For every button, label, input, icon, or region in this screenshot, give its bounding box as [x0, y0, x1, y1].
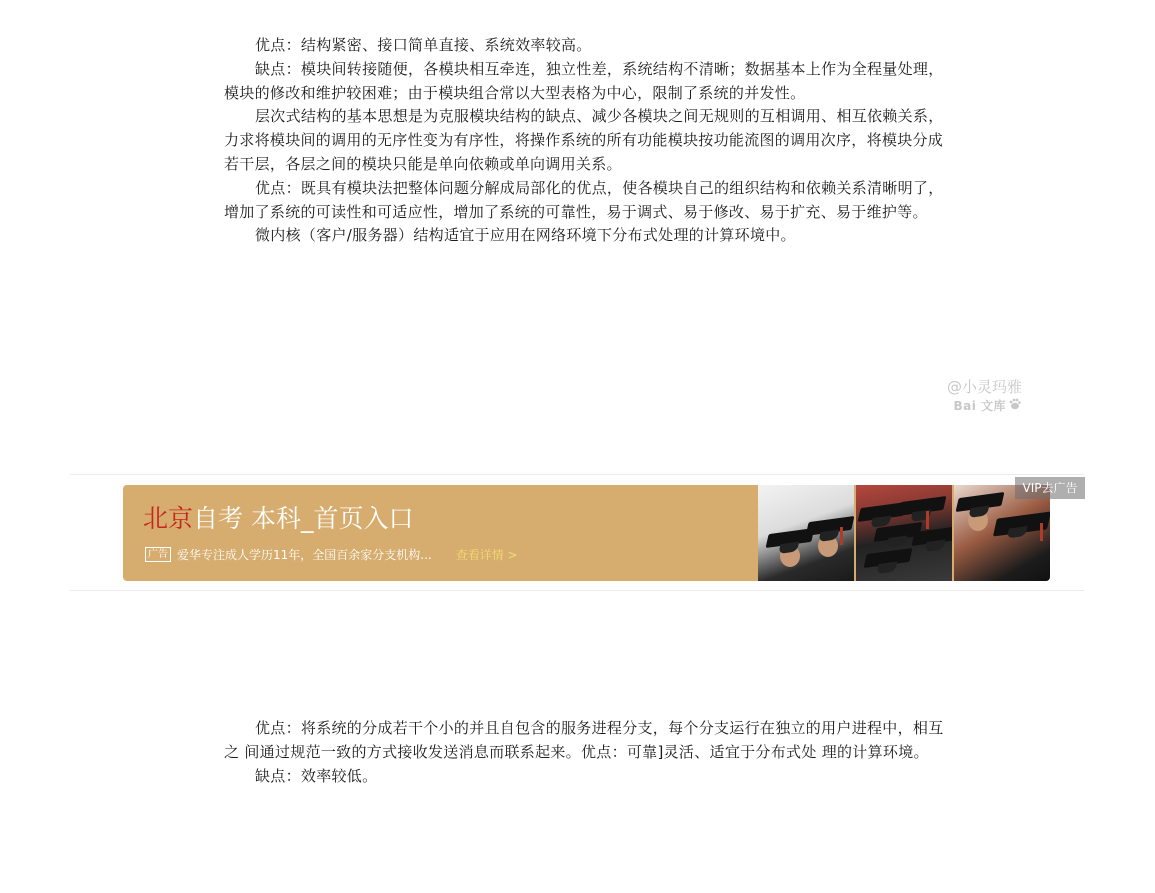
ad-divider-top	[70, 474, 1084, 475]
ad-banner[interactable]	[123, 485, 1050, 581]
graduation-caps-photo-2	[856, 485, 952, 581]
document-page-bottom	[224, 717, 952, 788]
ad-title-city: 北京	[143, 504, 194, 533]
ad-view-details-link[interactable]: 查看详情 >	[455, 547, 518, 562]
ad-title[interactable]	[143, 503, 413, 535]
paragraph: 优点：结构紧密、接口简单直接、系统效率较高。	[255, 36, 592, 54]
document-page-top	[224, 34, 952, 248]
graduation-caps-photo-3	[954, 485, 1050, 581]
watermark-author: @小灵玛雅	[946, 378, 1022, 396]
ad-description-row	[145, 545, 518, 563]
baidu-paw-icon	[1008, 398, 1022, 410]
graduation-caps-photo-1	[758, 485, 854, 581]
paragraph: 微内核（客户/服务器）结构适宜于应用在网络环境下分布式处理的计算环境中。	[255, 226, 796, 245]
ad-description: 爱华专注成人学历11年，全国百余家分支机构...	[177, 547, 432, 562]
paragraph: 优点：既具有模块法把整体问题分解成局部化的优点，使各模块自己的组织结构和依赖关系清晰明了，增加了系统的可读性和可适应性，增加了系统的可靠性，易于调式、易于修改、易于扩充、易于维护等。	[224, 178, 944, 221]
vip-remove-ads-button[interactable]: VIP去广告	[1015, 477, 1085, 499]
watermark-brand	[892, 398, 1022, 414]
ad-photo-strip	[758, 485, 1050, 581]
ad-label-badge: 广告	[145, 547, 171, 562]
paragraph: 缺点：效率较低。	[255, 766, 378, 785]
ad-title-rest: 自考 本科_首页入口	[193, 504, 414, 533]
watermark	[892, 376, 1022, 414]
paragraph: 优点：将系统的分成若干个小的并且自包含的服务进程分支，每个分支运行在独立的用户进程中，相互之 间通过规范一致的方式接收发送消息而联系起来。优点：可靠]灵活、适宜于分布式处 理的计算环境。	[224, 719, 944, 761]
watermark-brand-text: Bai 文库	[953, 399, 1006, 413]
ad-divider-bottom	[70, 590, 1084, 591]
paragraph: 缺点：模块间转接随便，各模块相互牵连，独立性差，系统结构不清晰；数据基本上作为全程量处理，模块的修改和维护较困难；由于模块组合常以大型表格为中心，限制了系统的并发性。	[224, 59, 944, 102]
paragraph: 层次式结构的基本思想是为克服模块结构的缺点、减少各模块之间无规则的互相调用、相互依赖关系，力求将模块间的调用的无序性变为有序性，将操作系统的所有功能模块按功能流图的调用次序，将模块分成若干层，各层之间的模块只能是单向依赖或单向调用关系。	[224, 107, 944, 173]
